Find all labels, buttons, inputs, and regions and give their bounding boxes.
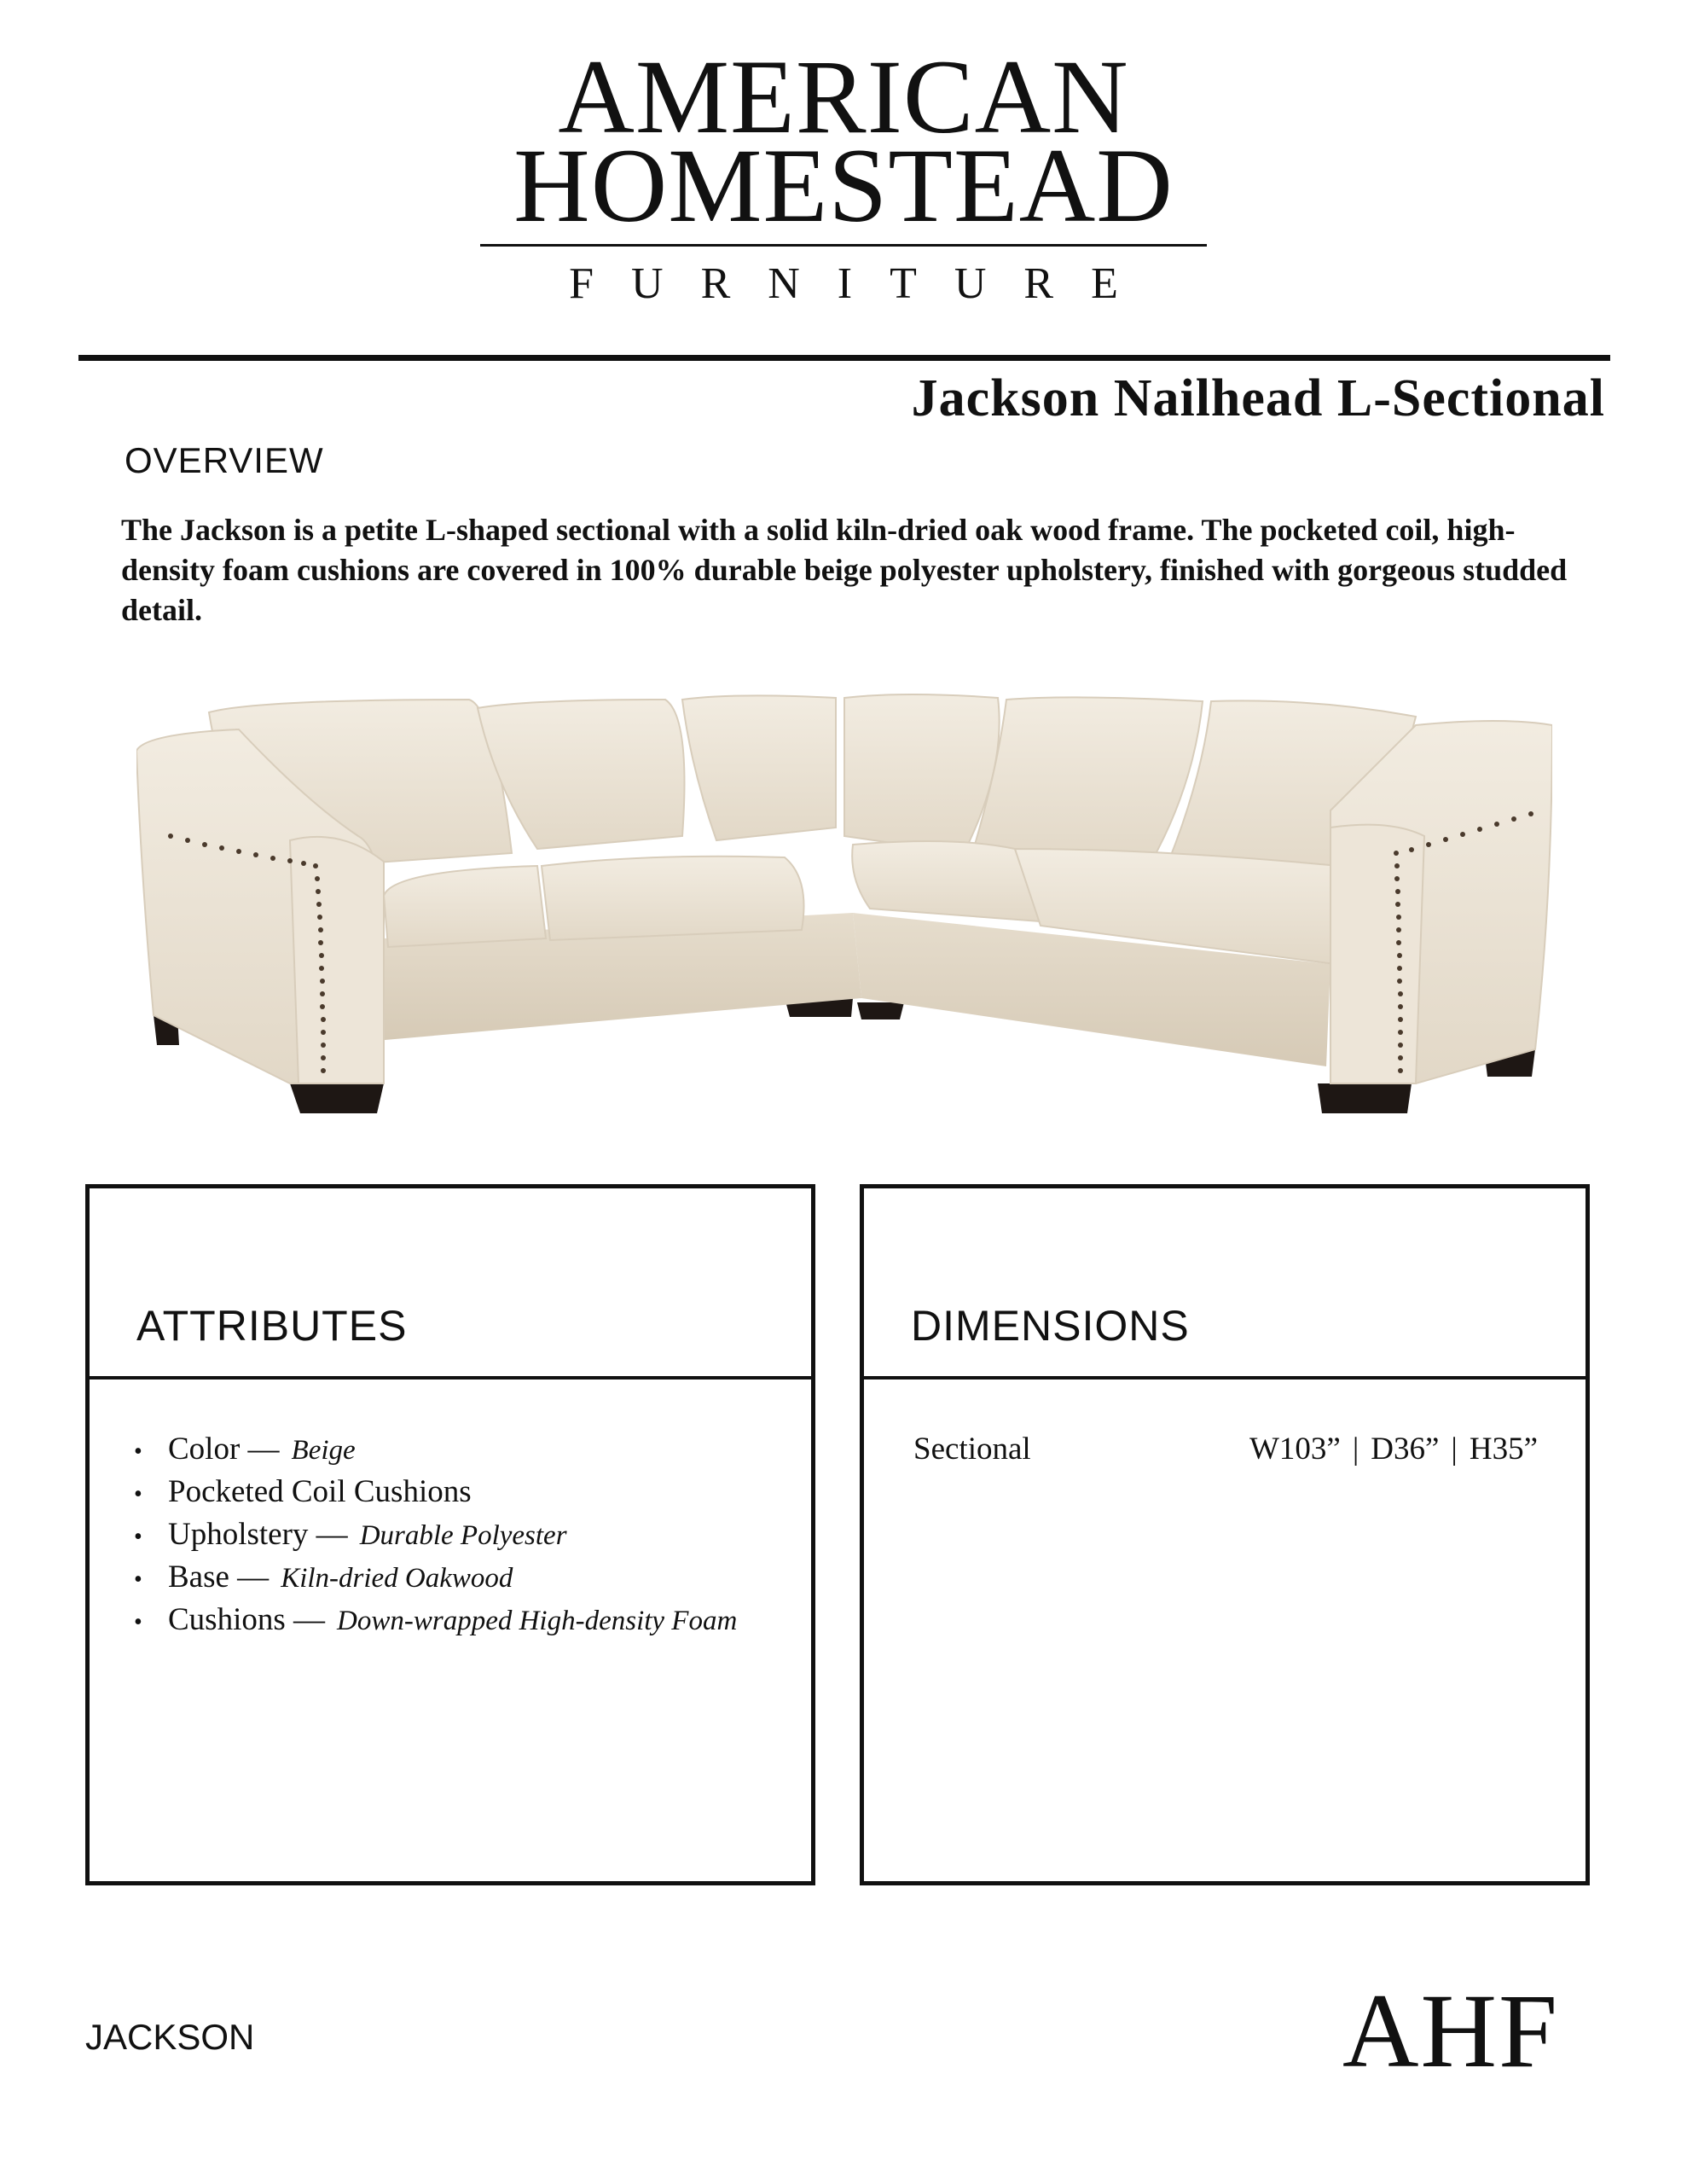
overview-heading: OVERVIEW xyxy=(125,440,324,480)
sofa-leg xyxy=(290,1083,384,1113)
overview-text: The Jackson is a petite L-shaped sectional with a solid kiln-dried oak wood frame. The pocketed coil, high-density foam cushions are covered in 100% durable beige polyester upholstery, finished with gorgeous studded detail. xyxy=(121,513,1568,627)
logo-divider xyxy=(480,244,1207,247)
dimension-values xyxy=(1249,1429,1538,1469)
dimensions-header xyxy=(864,1188,1586,1380)
back-cushion xyxy=(682,695,836,840)
attributes-header xyxy=(90,1188,811,1380)
attribute-value: Beige xyxy=(291,1435,356,1466)
attributes-panel xyxy=(85,1184,815,1885)
attribute-label: Pocketed Coil Cushions xyxy=(168,1474,472,1510)
right-arm-front xyxy=(1330,825,1424,1083)
attribute-label: Base — xyxy=(168,1560,270,1595)
attribute-item: • Upholstery — Durable Polyester xyxy=(134,1517,567,1553)
dimensions-heading: DIMENSIONS xyxy=(911,1302,1190,1350)
sofa-image xyxy=(136,682,1552,1126)
dimensions-panel xyxy=(860,1184,1590,1885)
attribute-item: • Pocketed Coil Cushions xyxy=(134,1474,472,1510)
footer-model-name: JACKSON xyxy=(85,2017,255,2057)
attribute-value: Down-wrapped High-density Foam xyxy=(337,1606,738,1637)
attributes-heading: ATTRIBUTES xyxy=(136,1302,408,1350)
attribute-item: • Cushions — Down-wrapped High-density Foam xyxy=(134,1602,738,1638)
dimension-separator: | xyxy=(1352,1432,1359,1467)
back-cushion xyxy=(972,697,1203,862)
dimension-depth: D36” xyxy=(1371,1432,1440,1467)
attribute-value: Durable Polyester xyxy=(359,1520,567,1552)
left-arm-front xyxy=(290,837,384,1083)
dimension-width: W103” xyxy=(1249,1432,1341,1467)
attributes-list xyxy=(134,1429,737,1642)
attribute-label: Cushions — xyxy=(168,1602,326,1638)
attribute-label: Color — xyxy=(168,1432,280,1467)
dimension-separator: | xyxy=(1451,1432,1458,1467)
dimension-height: H35” xyxy=(1469,1432,1538,1467)
back-cushion xyxy=(844,694,1000,853)
attribute-item: • Color — Beige xyxy=(134,1432,356,1467)
sofa-leg xyxy=(857,1002,904,1019)
brand-subline: FURNITURE xyxy=(569,259,1156,308)
attribute-item: • Base — Kiln-dried Oakwood xyxy=(134,1560,513,1595)
brand-line2: HOMESTEAD xyxy=(513,127,1174,244)
sofa-leg xyxy=(1318,1083,1412,1113)
footer-monogram: AHF xyxy=(1342,1972,1559,2089)
seat-cushion xyxy=(384,866,546,947)
product-title: Jackson Nailhead L-Sectional xyxy=(911,369,1605,427)
seat-cushion xyxy=(542,857,804,940)
attribute-label: Upholstery — xyxy=(168,1517,348,1553)
brand-line1: AMERICAN xyxy=(558,38,1129,155)
attribute-value: Kiln-dried Oakwood xyxy=(281,1563,513,1594)
brand-logo xyxy=(0,38,1687,309)
header-divider xyxy=(78,355,1610,361)
seat-cushion xyxy=(852,841,1041,921)
dimension-label: Sectional xyxy=(913,1432,1031,1467)
